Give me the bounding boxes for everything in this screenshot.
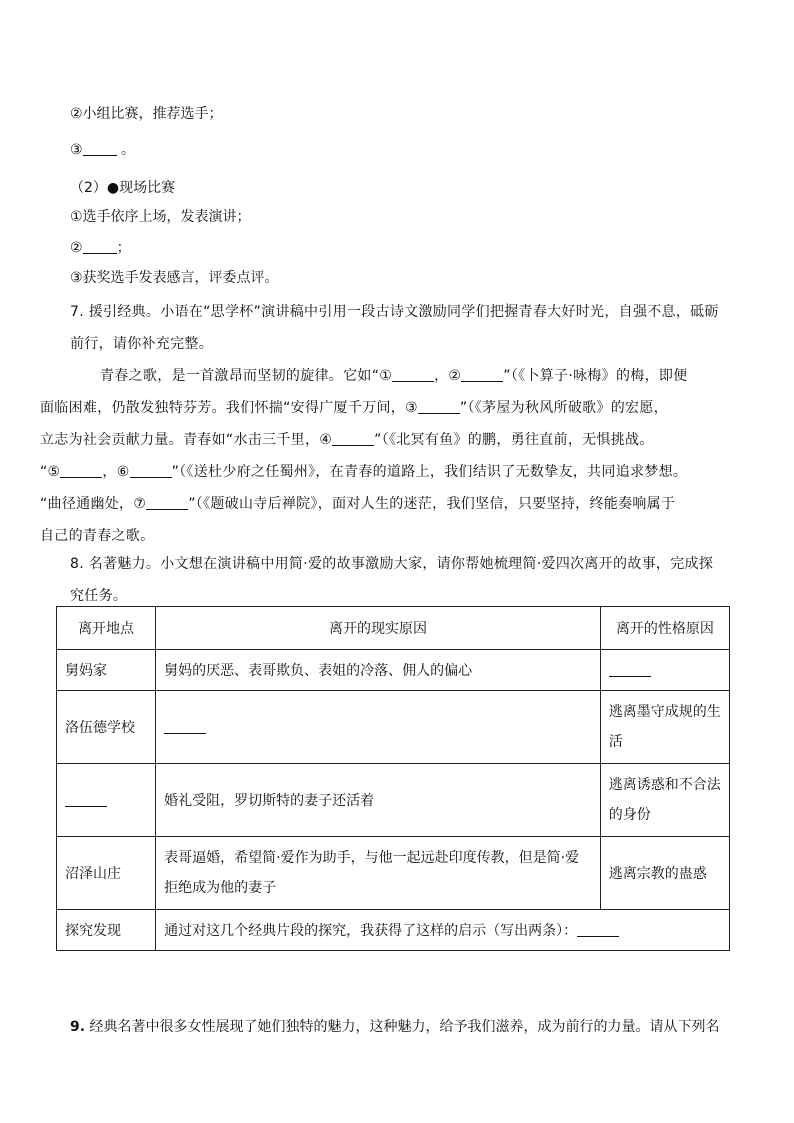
table-header-row: [57, 607, 730, 650]
table-cell-place: [57, 764, 156, 837]
passage-text: “⑤: [40, 464, 61, 480]
question-7-passage: [40, 360, 734, 552]
question-8-intro-line1: 名著魅力。小文想在演讲稿中用简·爱的故事激励大家，请你帮她梳理简·爱四次离开的故事，完成探: [88, 556, 714, 572]
table-cell-place: 舅妈家: [57, 650, 156, 691]
part2-heading: （2）●现场比赛: [70, 180, 176, 196]
table-header: 离开的性格原因: [600, 607, 729, 650]
table-cell-trait: [600, 650, 729, 691]
passage-text: 面临困难，仍散发独特芬芳。我们怀揣“安得广厦千万间，③: [40, 400, 418, 416]
answer-blank-3[interactable]: [418, 399, 460, 414]
question-9: [70, 1017, 720, 1037]
passage-text: ，⑥: [102, 464, 130, 480]
passage-text: 立志为社会贡献力量。青春如“水击三千里，④: [40, 432, 333, 448]
table-cell-reason: [156, 691, 601, 764]
answer-blank[interactable]: [577, 922, 619, 937]
answer-blank-5[interactable]: [60, 463, 102, 478]
table-row: [57, 837, 730, 910]
passage-text: ”（《卜算子·咏梅》的梅，即便: [503, 368, 688, 384]
passage-text: “曲径通幽处，⑦: [40, 496, 147, 512]
table-cell-trait: 逃离墨守成规的生活: [600, 691, 729, 764]
question-7-intro-line2: 前行，请你补充完整。: [70, 336, 213, 352]
question-7-intro-line1: 援引经典。小语在“思学杯”演讲稿中引用一段古诗文激励同学们把握青春大好时光，自强不息，砥砺: [88, 304, 719, 320]
table-cell-trait: 逃离诱惑和不合法的身份: [600, 764, 729, 837]
answer-blank[interactable]: [83, 239, 117, 254]
table-row: [57, 650, 730, 691]
answer-blank[interactable]: [164, 719, 206, 734]
part1-item3: [70, 140, 135, 160]
passage-text: ”（《送杜少府之任蜀州》，在青春的道路上，我们结识了无数挚友，共同追求梦想。: [171, 464, 688, 480]
table-row: [57, 691, 730, 764]
part2-item2-prefix: ②: [70, 240, 83, 256]
passage-text: ”（《题破山寺后禅院》，面对人生的迷茫，我们坚信，只要坚持，终能奏响属于: [188, 496, 676, 512]
table-header: 离开的现实原因: [156, 607, 601, 650]
finding-text: 通过对这几个经典片段的探究，我获得了这样的启示（写出两条）：: [164, 923, 578, 939]
question-number: 7.: [70, 304, 84, 320]
table-cell-place: 洛伍德学校: [57, 691, 156, 764]
table-row: [57, 764, 730, 837]
table-cell-reason: 婚礼受阻，罗切斯特的妻子还活着: [156, 764, 601, 837]
question-number: 8.: [70, 556, 84, 572]
jane-eyre-table: [56, 606, 730, 951]
table-cell-trait: 逃离宗教的蛊惑: [600, 837, 729, 910]
part2-item1: ①选手依序上场，发表演讲；: [70, 209, 251, 225]
passage-text: ，②: [434, 368, 462, 384]
answer-blank-4[interactable]: [332, 431, 374, 446]
part2-item2-suffix: ；: [116, 240, 131, 256]
part2-item3: ③获奖选手发表感言，评委点评。: [70, 270, 279, 286]
passage-text: 自己的青春之歌。: [40, 528, 155, 544]
table-cell-finding-label: 探究发现: [57, 910, 156, 951]
part2-item2: [70, 238, 131, 258]
answer-blank[interactable]: [83, 141, 117, 156]
part1-item3-suffix: 。: [121, 142, 136, 158]
answer-blank-6[interactable]: [130, 463, 172, 478]
question-9-text: 经典名著中很多女性展现了她们独特的魅力，这种魅力，给予我们滋养，成为前行的力量。请从下列名: [89, 1019, 720, 1035]
answer-blank-7[interactable]: [146, 495, 188, 510]
table-cell-reason: 表哥逼婚，希望简·爱作为助手，与他一起远赴印度传教，但是简·爱拒绝成为他的妻子: [156, 837, 601, 910]
question-number: 9.: [70, 1019, 86, 1035]
question-7-intro: [70, 296, 734, 360]
table-cell-reason: 舅妈的厌恶、表哥欺负、表姐的冷落、佣人的偏心: [156, 650, 601, 691]
table-cell-finding: [156, 910, 730, 951]
table-row: [57, 910, 730, 951]
table-header: 离开地点: [57, 607, 156, 650]
passage-text: 青春之歌，是一首激昂而坚韧的旋律。它如“①: [100, 368, 393, 384]
answer-blank-1[interactable]: [392, 367, 434, 382]
answer-blank[interactable]: [65, 792, 107, 807]
part1-item3-prefix: ③: [70, 142, 83, 158]
question-8-intro-line2: 究任务。: [70, 588, 128, 604]
passage-text: ”（《北冥有鱼》的鹏，勇往直前，无惧挑战。: [374, 432, 654, 448]
passage-text: ”（《茅屋为秋风所破歌》的宏愿，: [459, 400, 668, 416]
table-cell-place: 沼泽山庄: [57, 837, 156, 910]
answer-blank-2[interactable]: [461, 367, 503, 382]
part1-item2: ②小组比赛，推荐选手；: [70, 106, 223, 122]
answer-blank[interactable]: [609, 662, 651, 677]
question-8-intro: [70, 548, 734, 612]
